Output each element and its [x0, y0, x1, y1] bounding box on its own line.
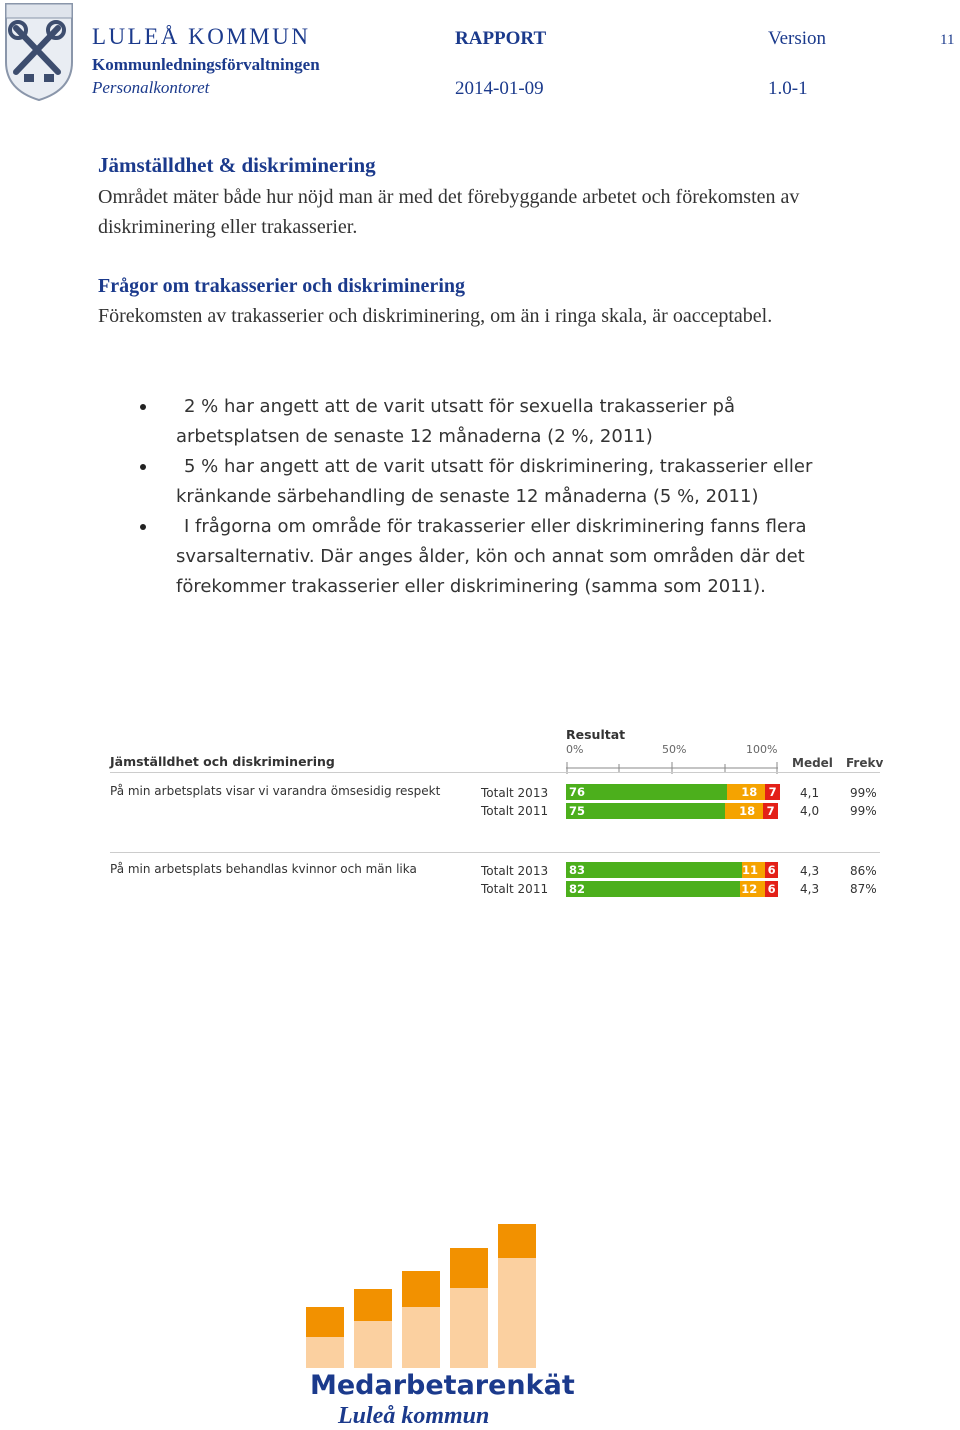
result-bar: [566, 784, 780, 800]
medel-value: 4,0: [800, 804, 820, 818]
bar-segment-positive: 76: [566, 784, 727, 800]
bar-segment-negative: 6: [765, 881, 778, 897]
subsection-title: Frågor om trakasserier och diskriminering: [98, 275, 465, 297]
document-type: RAPPORT: [455, 28, 547, 49]
findings-list: [138, 392, 828, 602]
bar-segment-positive: 75: [566, 803, 725, 819]
bar-segment-positive: 82: [566, 881, 740, 897]
row-label: Totalt 2011: [481, 804, 549, 818]
question-text: På min arbetsplats behandlas kvinnor och män lika: [110, 862, 417, 876]
section-body: Området mäter både hur nöjd man är med det förebyggande arbetet och förekomsten av diskriminering eller trakasserier.: [98, 186, 800, 238]
bullet-icon: [140, 404, 146, 410]
result-bar: [566, 803, 778, 819]
frekv-value: 86%: [850, 864, 877, 878]
row-label: Totalt 2011: [481, 882, 549, 896]
subsection-body: Förekomsten av trakasserier och diskriminering, om än i ringa skala, är oacceptabel.: [98, 305, 773, 327]
bar-segment-negative: 7: [763, 803, 778, 819]
bar-segment-neutral: 12: [740, 881, 765, 897]
bar-segment-neutral: 18: [725, 803, 763, 819]
scale-label-100: 100%: [746, 743, 778, 756]
survey-logo-bars-icon: [306, 1224, 538, 1368]
frekv-value: 87%: [850, 882, 877, 896]
result-bar: [566, 862, 778, 878]
medel-value: 4,1: [800, 786, 820, 800]
medel-value: 4,3: [800, 864, 820, 878]
list-item: 2 % har angett att de varit utsatt för sexuella trakasserier på arbetsplatsen de senaste 12 månaderna (2 %, 2011): [138, 392, 828, 452]
page-number: 11: [940, 32, 955, 48]
column-header-medel: Medel: [792, 756, 833, 770]
logo-title: Medarbetarenkät: [310, 1370, 575, 1401]
document-date: 2014-01-09: [455, 78, 544, 99]
divider: [110, 852, 880, 853]
bar-segment-negative: 7: [765, 784, 780, 800]
bar-segment-neutral: 18: [727, 784, 765, 800]
city-coat-of-arms-icon: [2, 2, 76, 102]
question-text: På min arbetsplats visar vi varandra ömsesidig respekt: [110, 784, 441, 798]
logo-subtitle: Luleå kommun: [338, 1403, 490, 1429]
department-name: Kommunledningsförvaltningen: [92, 55, 320, 74]
version-label: Version: [768, 28, 827, 49]
scale-axis: [566, 759, 780, 771]
scale-label-50: 50%: [662, 743, 687, 756]
frekv-value: 99%: [850, 786, 877, 800]
bullet-icon: [140, 524, 146, 530]
bullet-icon: [140, 464, 146, 470]
scale-label-0: 0%: [566, 743, 584, 756]
chart-section-title: Jämställdhet och diskriminering: [110, 754, 335, 769]
list-item: I frågorna om område för trakasserier eller diskriminering fanns flera svarsalternativ. Där anges ålder, kön och annat som områden där det förekommer trakasserier eller diskriminering (samma som 2011).: [138, 512, 828, 602]
column-header-frekv: Frekv: [846, 756, 884, 770]
bar-segment-negative: 6: [765, 862, 778, 878]
row-label: Totalt 2013: [481, 786, 549, 800]
unit-name: Personalkontoret: [92, 78, 210, 97]
list-item: 5 % har angett att de varit utsatt för diskriminering, trakasserier eller kränkande särbehandling de senaste 12 månaderna (5 %, 2011): [138, 452, 828, 512]
bar-segment-neutral: 11: [742, 862, 765, 878]
result-bar: [566, 881, 778, 897]
section-title: Jämställdhet & diskriminering: [98, 153, 376, 177]
frekv-value: 99%: [850, 804, 877, 818]
divider: [110, 772, 880, 773]
medel-value: 4,3: [800, 882, 820, 896]
organization-name: LULEÅ KOMMUN: [92, 24, 311, 49]
version-number: 1.0-1: [768, 78, 808, 99]
results-title: Resultat: [566, 727, 626, 742]
bar-segment-positive: 83: [566, 862, 742, 878]
row-label: Totalt 2013: [481, 864, 549, 878]
